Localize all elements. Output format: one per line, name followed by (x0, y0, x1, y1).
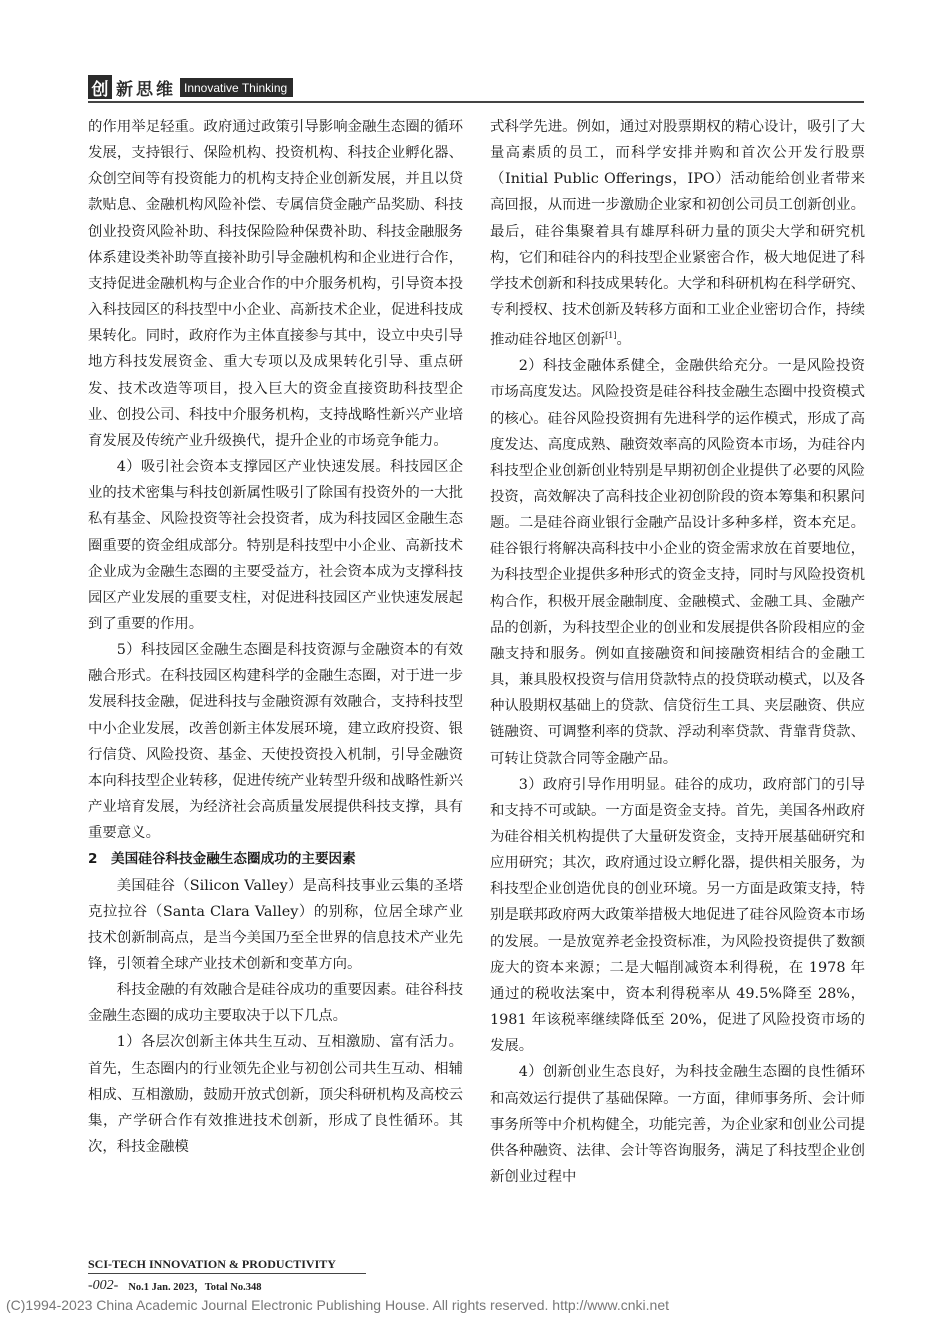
paragraph: 科技金融的有效融合是硅谷成功的重要因素。硅谷科技金融生态圈的成功主要取决于以下几点。 (88, 982, 463, 1025)
paragraph: 美国硅谷（Silicon Valley）是高科技事业云集的圣塔克拉拉谷（Santa Clara Valley）的别称，位居全球产业技术创新制高点，是当今美国乃至全世界的信息技术产业先锋，引领着全球产业技术创新和变革方向。 (88, 877, 463, 972)
paragraph-end: 。 (616, 332, 631, 349)
paragraph: 4）吸引社会资本支撑园区产业快速发展。科技园区企业的技术密集与科技创新属性吸引了除国有投资外的一大批私有基金、风险投资等社会投资者，成为科技园区金融生态圈重要的资金组成部分。特别是科技型中小企业、高新技术企业成为金融生态圈的主要受益方，社会资本成为支撑科技园区产业发展的重要支柱，对促进科技园区产业快速发展起到了重要的作用。 (88, 459, 463, 632)
paragraph (490, 114, 865, 353)
footer-rule (88, 1273, 366, 1274)
section-heading: 2 美国硅谷科技金融生态圈成功的主要因素 (88, 851, 356, 868)
copyright-notice: (C)1994-2023 China Academic Journal Electronic Publishing House. All rights reserved. http://www.cnki.net (6, 1297, 669, 1313)
footer (88, 1257, 463, 1272)
paragraph: 5）科技园区金融生态圈是科技资源与金融资本的有效融合形式。在科技园区构建科学的金融生态圈，对于进一步发展科技金融，促进科技与金融资源有效融合，支持科技型中小企业发展，改善创新主体发展环境，建立政府投资、银行信贷、风险投资、基金、天使投资投入机制，引导金融资本向科技型企业转移，促进传统产业转型升级和战略性新兴产业培育发展，为经济社会高质量发展提供科技支撑，具有重要意义。 (88, 642, 463, 842)
paragraph: 2）科技金融体系健全，金融供给充分。一是风险投资市场高度发达。风险投资是硅谷科技金融生态圈中投资模式的核心。硅谷风险投资拥有先进科学的运作模式，形成了高度发达、高度成熟、融资效率高的风险资本市场，为硅谷内科技型企业创新创业特别是早期初创企业提供了必要的风险投资，高效解决了高科技企业初创阶段的资本筹集和积累问题。二是硅谷商业银行金融产品设计多种多样，资本充足。硅谷银行将解决高科技中小企业的资金需求放在首要地位，为科技型企业提供多种形式的资金支持，同时与风险投资机构合作，积极开展金融制度、金融模式、金融工具、金融产品的创新，为科技型企业的创业和发展提供各阶段相应的金融支持和服务。例如直接融资和间接融资相结合的金融工具，兼具股权投资与信用贷款特点的投贷联动模式，以及各种认股期权基础上的贷款、信贷衍生工具、夹层融资、供应链融资、可调整利率的贷款、浮动利率贷款、背靠背贷款、可转让贷款合同等金融产品。 (490, 358, 865, 767)
citation-ref: [1] (605, 331, 617, 341)
section-title-chinese: 新思维 (116, 79, 176, 100)
paragraph-text: 式科学先进。例如，通过对股票期权的精心设计，吸引了大量高素质的员工，而科学安排并购和首次公开发行股票（Initial Public Offerings，IPO）活动能给创业者带来高回报，从而进一步激励企业家和初创公司员工创新创业。最后，硅谷集聚着具有雄厚科研力量的顶尖大学和研究机构，它们和硅谷内的科技型企业紧密合作，极大地促进了科学技术创新和科技成果转化。大学和科研机构在科学研究、专利授权、技术创新及转移方面和工业企业密切合作，持续推动硅谷地区创新 (490, 119, 865, 349)
page-number: -002- (88, 1278, 119, 1293)
left-column (88, 114, 463, 1160)
section-logo-box: 创 (88, 75, 112, 99)
paragraph: 1）各层次创新主体共生互动、互相激励、富有活力。首先，生态圈内的行业领先企业与初创公司共生互动、相辅相成、互相激励，鼓励开放式创新，顶尖科研机构及高校云集，产学研合作有效推进技术创新，形成了良性循环。其次，科技金融模 (88, 1034, 463, 1156)
footer-meta (88, 1278, 262, 1294)
right-column (490, 114, 865, 1190)
paragraph: 4）创新创业生态良好，为科技金融生态圈的良性循环和高效运行提供了基础保障。一方面，律师事务所、会计师事务所等中介机构健全，功能完善，为企业家和创业公司提供各种融资、法律、会计等咨询服务，满足了科技型企业创新创业过程中 (490, 1064, 865, 1186)
running-header (88, 74, 293, 100)
section-title-english: Innovative Thinking (180, 78, 293, 97)
header-rule (88, 101, 864, 103)
journal-title: SCI-TECH INNOVATION & PRODUCTIVITY (88, 1257, 336, 1271)
paragraph: 3）政府引导作用明显。硅谷的成功，政府部门的引导和支持不可或缺。一方面是资金支持。首先，美国各州政府为硅谷相关机构提供了大量研发资金，支持开展基础研究和应用研究；其次，政府通过设立孵化器，提供相关服务，为科技型企业创造优良的创业环境。另一方面是政策支持，特别是联邦政府两大政策举措极大地促进了硅谷风险资本市场的发展。一是放宽养老金投资标准，为风险投资提供了数额庞大的资本来源；二是大幅削减资本利得税，在 1978 年通过的税收法案中，资本利得税率从 49.5%降至 28%，1981 年该税率继续降低至 20%，促进了风险投资市场的发展。 (490, 776, 865, 1055)
paragraph: 的作用举足轻重。政府通过政策引导影响金融生态圈的循环发展，支持银行、保险机构、投资机构、科技企业孵化器、众创空间等有投资能力的机构支持企业创新发展，并且以贷款贴息、金融机构风险补偿、专属信贷金融产品奖励、科技创业投资风险补助、科技保险险种保费补助、科技金融服务体系建设类补助等直接补助引导金融机构和企业进行合作，支持促进金融机构与企业合作的中介服务机构，引导资本投入科技园区的科技型中小企业、高新技术企业，促进科技成果转化。同时，政府作为主体直接参与其中，设立中央引导地方科技发展资金、重大专项以及成果转化引导、重点研发、技术改造等项目，投入巨大的资金直接资助科技型企业、创投公司、科技中介服务机构，支持战略性新兴产业培育发展及传统产业升级换代，提升企业的市场竞争能力。 (88, 119, 463, 449)
issue-info: No.1 Jan. 2023，Total No.348 (128, 1281, 262, 1293)
